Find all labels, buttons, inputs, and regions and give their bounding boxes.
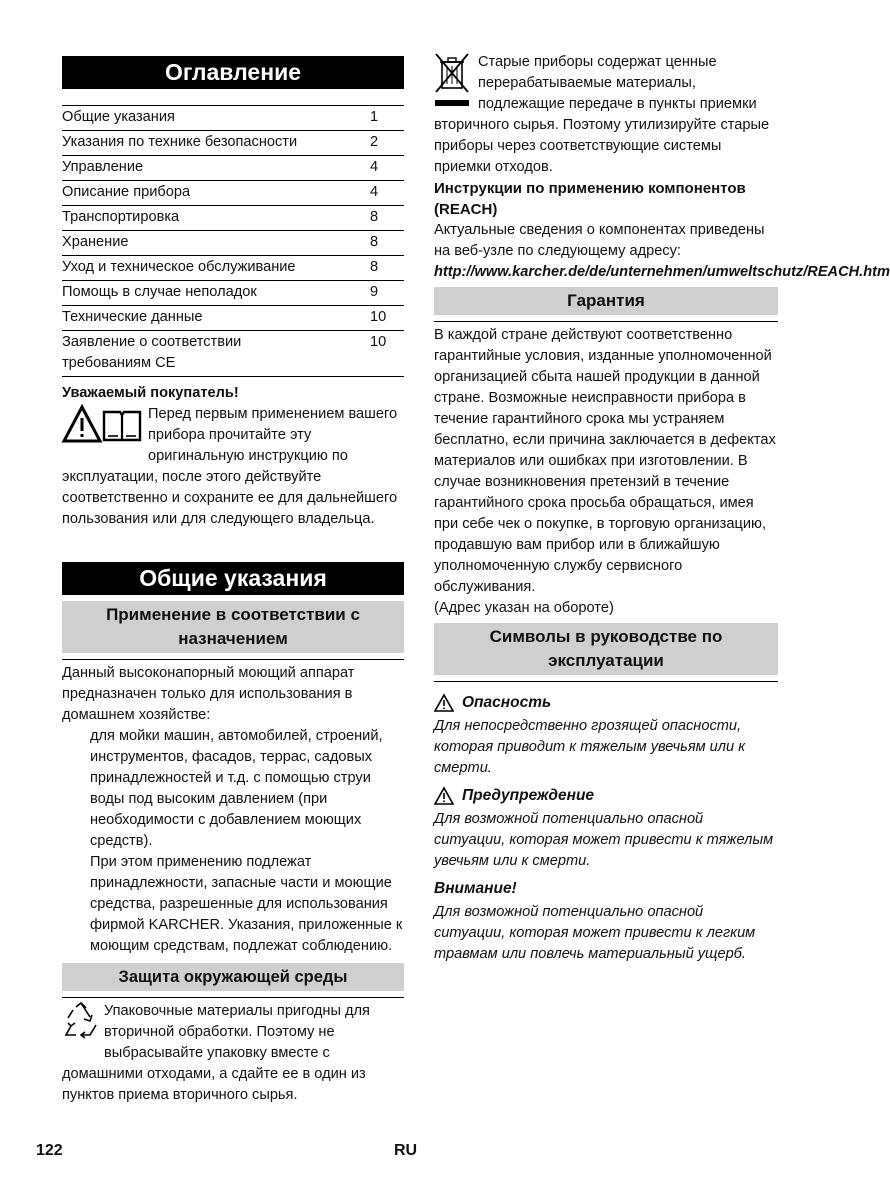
- toc-item-label: Транспортировка: [62, 209, 180, 225]
- crossed-bin-icon: [434, 52, 470, 115]
- warning-title: Предупреждение: [462, 787, 595, 804]
- caution-text: Для возможной потенциально опасной ситуации, которая может привести к легким травмам или повлечь материальный ущерб.: [434, 904, 756, 962]
- warning-block: [434, 785, 778, 872]
- divider: [62, 659, 404, 660]
- toc-item-page: 10: [370, 334, 387, 350]
- page-number: 122: [36, 1142, 63, 1159]
- danger-block: [434, 692, 778, 779]
- toc-item-page: 1: [370, 109, 379, 125]
- toc-item-label: Технические данные: [62, 309, 203, 325]
- general-section: [62, 562, 404, 1106]
- general-title: Общие указания: [62, 562, 404, 595]
- table-of-contents: [62, 105, 404, 377]
- toc-item-label: Указания по технике безопасности: [62, 134, 298, 150]
- reach-text: Актуальные сведения о компонентах приведены на веб-узле по следующему адресу:: [434, 222, 765, 259]
- recycling-icon: [62, 1001, 100, 1044]
- danger-text: Для непосредственно грозящей опасности, которая приводит к тяжелым увечьям или к смерти.: [434, 718, 746, 776]
- right-column: [434, 52, 890, 965]
- toc-item[interactable]: [62, 280, 404, 305]
- warning-triangle-icon: [434, 787, 454, 805]
- caution-block: [434, 878, 778, 965]
- usage-item: При этом применению подлежат принадлежности, запасные части и моющие средства, разрешенные для использования фирмой KARCHER. Указания, приложенные к моющим средствам, подлежат соблюдению.: [90, 854, 403, 954]
- toc-item[interactable]: [62, 230, 404, 255]
- warranty-address: (Адрес указан на обороте): [434, 600, 614, 616]
- toc-item-page: 10: [370, 309, 387, 325]
- warning-triangle-icon: [434, 694, 454, 712]
- reach-title: Инструкции по применению компонентов (REACH): [434, 180, 746, 218]
- language-code: RU: [394, 1142, 418, 1159]
- usage-title: Применение в соответствии с назначением: [62, 601, 404, 653]
- toc-item-page: 8: [370, 234, 379, 250]
- toc-item-label: Хранение: [62, 234, 129, 250]
- env-title: Защита окружающей среды: [62, 963, 404, 991]
- toc-item-label: Описание прибора: [62, 184, 191, 200]
- toc-item[interactable]: [62, 105, 404, 130]
- danger-title: Опасность: [462, 694, 552, 711]
- divider: [434, 681, 778, 682]
- toc-item[interactable]: [62, 305, 404, 330]
- intro-text: Перед первым применением вашего прибора прочитайте эту оригинальную инструкцию по эксплуатации, после этого действуйте соответственно и сохраните ее для дальнейшего пользования или для следующего владельца.: [62, 406, 398, 527]
- warning-read-manual-icon: [62, 404, 142, 449]
- toc-item-label: Уход и техническое обслуживание: [62, 259, 296, 275]
- greeting: Уважаемый покупатель!: [62, 385, 239, 401]
- toc-item[interactable]: [62, 330, 404, 376]
- warning-heading: [434, 785, 778, 807]
- toc-item-label: Помощь в случае неполадок: [62, 284, 257, 300]
- toc-item-page: 8: [370, 259, 379, 275]
- toc-item[interactable]: [62, 130, 404, 155]
- toc-item[interactable]: [62, 180, 404, 205]
- usage-item: для мойки машин, автомобилей, строений, инструментов, фасадов, террас, садовых принадлежностей и т.д. с помощью струи воды под высоким давлением (при необходимости с добавлением моющих средств).: [90, 728, 383, 849]
- env-block: [62, 1001, 404, 1106]
- toc-item-page: 4: [370, 184, 379, 200]
- warranty-title: Гарантия: [434, 287, 778, 315]
- toc-item[interactable]: [62, 155, 404, 180]
- toc-item-label: Заявление о соответствии требованиям CE: [62, 334, 242, 371]
- danger-heading: [434, 692, 778, 714]
- usage-text: Данный высоконапорный моющий аппарат предназначен только для использования в домашнем хозяйстве:: [62, 665, 355, 723]
- toc-item-label: Общие указания: [62, 109, 175, 125]
- left-column: [62, 56, 404, 1106]
- toc-item-label: Управление: [62, 159, 144, 175]
- toc-item[interactable]: [62, 255, 404, 280]
- toc-item-page: 2: [370, 134, 379, 150]
- intro-section: [62, 383, 404, 530]
- toc-item-page: 8: [370, 209, 379, 225]
- weee-block: [434, 52, 778, 178]
- toc-item-page: 4: [370, 159, 379, 175]
- warranty-text: В каждой стране действуют соответственно гарантийные условия, изданные уполномоченной организацией сбыта нашей продукции в данной стране. Возможные неисправности прибора в течение гарантийного срока мы устраняем бесплатно, если причина заключается в дефектах материалов или ошибках при изготовлении. В случае возникновения претензий в течение гарантийного срока просьба обращаться, имея при себе чек о покупке, в торговую организацию, продавшую вам прибор или в ближайшую уполномоченную службу сервисного обслуживания.: [434, 327, 776, 595]
- symbols-title: Символы в руководстве по эксплуатации: [434, 623, 778, 675]
- weee-text: Старые приборы содержат ценные перерабатываемые материалы, подлежащие передаче в пункты приемки вторичного сырья. Поэтому утилизируйте старые приборы через соответствующие системы приемки отходов.: [434, 54, 770, 175]
- caution-title: Внимание!: [434, 880, 517, 897]
- env-text: Упаковочные материалы пригодны для вторичной обработки. Поэтому не выбрасывайте упаковку вместе с домашними отходами, а сдайте ее в один из пунктов приема вторичного сырья.: [62, 1003, 370, 1103]
- divider: [62, 997, 404, 998]
- reach-url-link[interactable]: http://www.karcher.de/de/unternehmen/umweltschutz/REACH.htm: [434, 264, 890, 280]
- toc-title: Оглавление: [62, 56, 404, 89]
- toc-item[interactable]: [62, 205, 404, 230]
- divider: [434, 321, 778, 322]
- warning-text: Для возможной потенциально опасной ситуации, которая может привести к тяжелым увечьям или к смерти.: [434, 811, 774, 869]
- toc-item-page: 9: [370, 284, 379, 300]
- intro-block: [62, 404, 404, 530]
